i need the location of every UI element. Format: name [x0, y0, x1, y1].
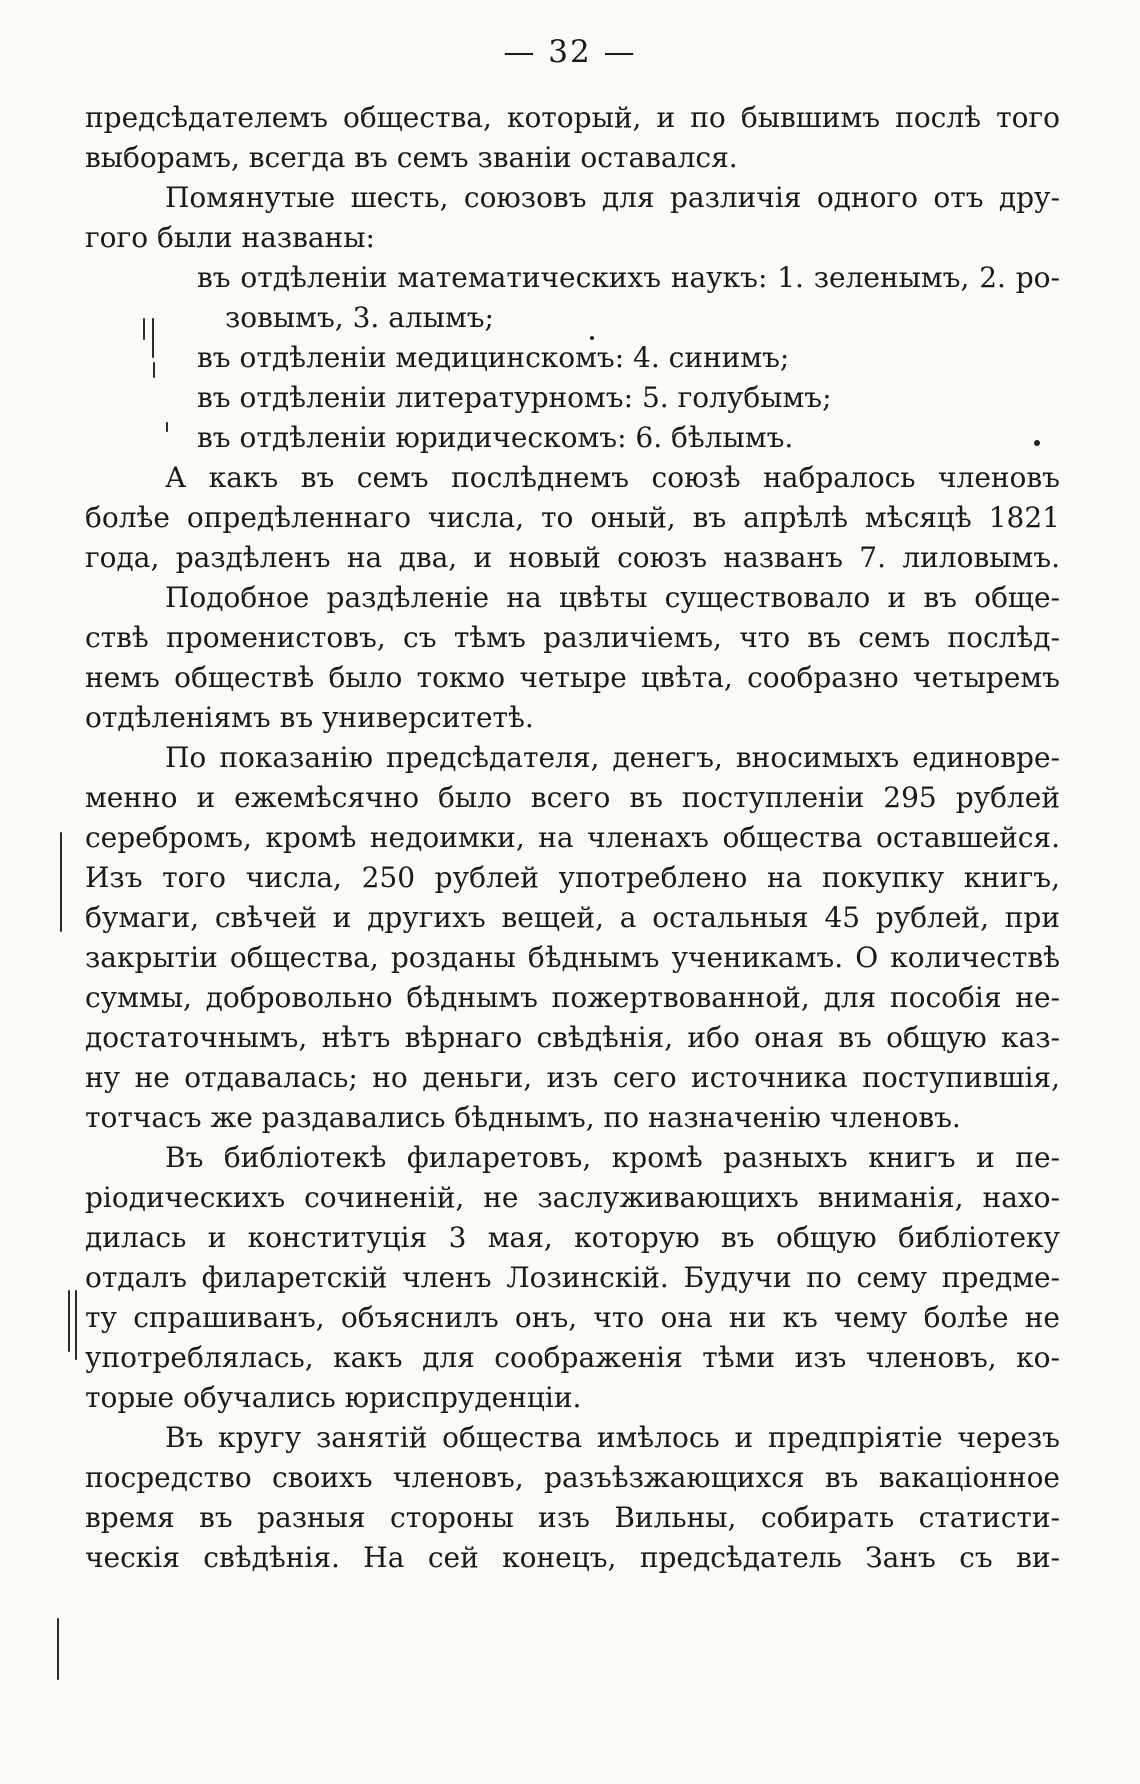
text-line: торые обучались юриспруденціи. [85, 1381, 582, 1414]
text-line: ну не отдавалась; но деньги, изъ сего источника поступившія, [85, 1061, 1060, 1094]
list-item: въ отдѣленіи математическихъ наукъ: 1. зеленымъ, 2. ро- [197, 261, 1060, 294]
text-line: ческія свѣдѣнія. На сей конецъ, предсѣдатель Занъ съ ви- [85, 1541, 1060, 1574]
text-line: отдалъ филаретскій членъ Лозинскій. Будучи по сему предме- [85, 1261, 1060, 1294]
text-line: бумаги, свѣчей и другихъ вещей, а остальныя 45 рублей, при [85, 901, 1060, 934]
text-line: ствѣ променистовъ, съ тѣмъ различіемъ, что въ семъ послѣд- [85, 621, 1060, 654]
margin-dot [590, 336, 594, 340]
margin-mark [143, 318, 145, 340]
text-line: суммы, добровольно бѣднымъ пожертвованной, для пособія не- [85, 981, 1060, 1014]
text-line: болѣе опредѣленнаго числа, то оный, въ апрѣлѣ мѣсяцѣ 1821 [85, 501, 1060, 534]
text-line: употреблялась, какъ для соображенія тѣми изъ членовъ, ко- [85, 1341, 1060, 1374]
text-line: ту спрашиванъ, объяснилъ онъ, что она ни къ чему болѣе не [85, 1301, 1060, 1334]
text-line: А какъ въ семъ послѣднемъ союзѣ набралось членовъ [165, 461, 1060, 494]
text-line: менно и ежемѣсячно было всего въ поступленіи 295 рублей [85, 781, 1060, 814]
text-line: Въ библіотекѣ филаретовъ, кромѣ разныхъ книгъ и пе- [165, 1141, 1060, 1174]
margin-mark [153, 362, 155, 378]
text-line: посредство своихъ членовъ, разъѣзжающихся въ вакаціонное [85, 1461, 1060, 1494]
page-text [85, 98, 1060, 1578]
text-line: Подобное раздѣленіе на цвѣты существовало и въ обще- [165, 581, 1060, 614]
list-item: зовымъ, 3. алымъ; [225, 301, 494, 334]
text-line: ріодическихъ сочиненій, не заслуживающихъ вниманія, нахо- [85, 1181, 1060, 1214]
text-line: гого были названы: [85, 221, 375, 254]
text-line: тотчасъ же раздавались бѣднымъ, по назначенію членовъ. [85, 1101, 961, 1134]
text-line: Помянутые шесть, союзовъ для различія одного отъ дру- [165, 181, 1060, 214]
list-item: въ отдѣленіи юридическомъ: 6. бѣлымъ. [197, 421, 794, 454]
text-line: выборамъ, всегда въ семъ званіи оставался. [85, 141, 738, 174]
margin-dot [1034, 440, 1040, 446]
margin-mark [166, 422, 168, 432]
text-line: По показанію предсѣдателя, денегъ, вносимыхъ единовре- [165, 741, 1060, 774]
text-line: предсѣдателемъ общества, который, и по бывшимъ послѣ того [85, 101, 1060, 134]
margin-mark [68, 1290, 70, 1352]
text-line: года, раздѣленъ на два, и новый союзъ названъ 7. лиловымъ. [85, 541, 1060, 574]
text-line: достаточнымъ, нѣтъ вѣрнаго свѣдѣнія, ибо оная въ общую каз- [85, 1021, 1060, 1054]
list-item: въ отдѣленіи медицинскомъ: 4. синимъ; [197, 341, 790, 374]
list-item: въ отдѣленіи литературномъ: 5. голубымъ; [197, 381, 832, 414]
margin-mark [75, 1290, 77, 1360]
text-line: дилась и конституція 3 мая, которую въ общую библіотеку [85, 1221, 1060, 1254]
text-line: отдѣленіямъ въ университетѣ. [85, 701, 534, 734]
margin-mark [60, 832, 62, 932]
text-line: время въ разныя стороны изъ Вильны, собирать статисти- [85, 1501, 1060, 1534]
text-line: серебромъ, кромѣ недоимки, на членахъ общества оставшейся. [85, 821, 1060, 854]
page-number: — 32 — [503, 34, 637, 70]
text-line: Въ кругу занятій общества имѣлось и предпріятіе черезъ [165, 1421, 1060, 1454]
margin-mark [152, 318, 154, 358]
text-line: Изъ того числа, 250 рублей употреблено на покупку книгъ, [85, 861, 1060, 894]
text-line: закрытіи общества, розданы бѣднымъ ученикамъ. О количествѣ [85, 941, 1060, 974]
text-line: немъ обществѣ было токмо четыре цвѣта, сообразно четыремъ [85, 661, 1060, 694]
margin-mark [57, 1618, 59, 1680]
